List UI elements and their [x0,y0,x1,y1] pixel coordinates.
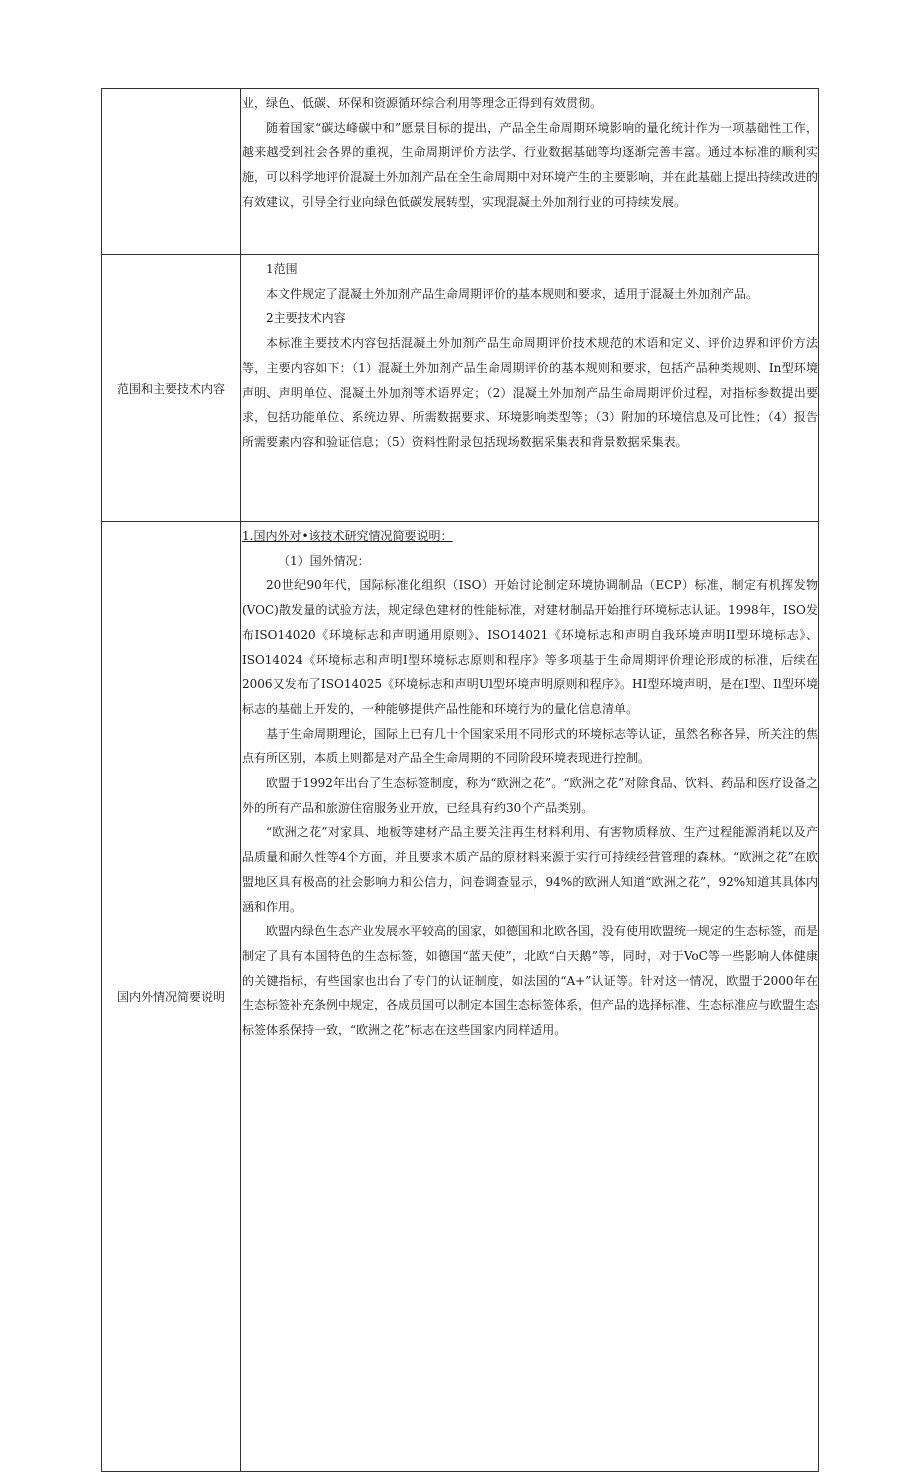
paragraph: 本文件规定了混凝土外加剂产品生命周期评价的基本规则和要求，适用于混凝土外加剂产品。 [266,286,759,301]
paragraph: 随着国家“碳达峰碳中和”愿景目标的提出，产品全生命周期环境影响的量化统计作为一项基础性工作，越来越受到社会各界的重视，生命周期评价方法学、行业数据基础等均逐渐完善丰富。通过本标准的顺利实施，可以科学地评价混凝土外加剂产品在全生命周期中对环境产生的主要影响，并在此基础上提出持续改进的有效建议，引导全行业向绿色低碳发展转型，实现混凝土外加剂行业的可持续发展。 [242,120,819,209]
row-content [241,255,819,522]
row-label [102,89,241,255]
paragraph: “欧洲之花”对家具、地板等建材产品主要关注再生材料利用、有害物质释放、生产过程能源消耗以及产品质量和耐久性等4个方面，并且要求木质产品的原材料来源于实行可持续经营管理的森林。“欧洲之花”在欧盟地区具有极高的社会影响力和公信力，问卷调查显示，94%的欧洲人知道“欧洲之花”，92%知道其具体内涵和作用。 [242,825,818,914]
form-table [101,88,819,1472]
paragraph: 基于生命周期理论，国际上已有几十个国家采用不同形式的环境标志等认证，虽然名称各异，所关注的焦点有所区别，本质上则都是对产品全生命周期的不同阶段环境表现进行控制。 [242,726,819,766]
section-heading: 1.国内外对•该技术研究情况简要说明： [242,529,453,543]
paragraph: 本标准主要技术内容包括混凝土外加剂产品生命周期评价技术规范的术语和定义、评价边界和评价方法等，主要内容如下：（1）混凝土外加剂产品生命周期评价的基本规则和要求，包括产品种类规则、In型环境声明、声明单位、混凝土外加剂等术语界定；（2）混凝土外加剂产品生命周期评价过程，对指标参数提出要求，包括功能单位、系统边界、所需数据要求、环境影响类型等；（3）附加的环境信息及可比性；（4）报告所需要素内容和验证信息；（5）资料性附录包括现场数据采集表和背景数据采集表。 [242,336,818,449]
row-content [241,89,819,255]
paragraph: 业，绿色、低碳、环保和资源循环综合利用等理念正得到有效贯彻。 [242,96,603,110]
paragraph: 20世纪90年代，国际标准化组织（ISO）开始讨论制定环境协调制品（ECP）标准，制定有机挥发物(VOC)散发量的试验方法，规定绿色建材的性能标准，对建材制品开始推行环境标志认证。1998年，ISO发布ISO14020《环境标志和声明通用原则》、ISO14021《环境标志和声明自我环境声明II型环境标志》、ISO14024《环境标志和声明I型环境标志原则和程序》等多项基于生命周期评价理论形成的标准，后续在2006又发布了ISO14025《环境标志和声明Ul型环境声明原则和程序》。HI型环境声明，是在I型、Il型环境标志的基础上开发的，一种能够提供产品性能和环境行为的量化信息清单。 [242,578,818,716]
row-content [241,522,819,1472]
paragraph: 欧盟于1992年出台了生态标签制度，称为“欧洲之花”。“欧洲之花”对除食品、饮料、药品和医疗设备之外的所有产品和旅游住宿服务业开放，已经具有约30个产品类别。 [242,776,818,815]
subsection-heading: （1）国外情况： [278,553,370,568]
table-row-overview [102,522,819,1472]
section-heading: 2主要技术内容 [266,311,346,326]
table-row-intro [102,89,819,255]
table-row-scope [102,255,819,522]
row-label-scope: 范围和主要技术内容 [102,255,241,522]
paragraph: 欧盟内绿色生态产业发展水平较高的国家，如德国和北欧各国，没有使用欧盟统一规定的生态标签，而是制定了具有本国特色的生态标签，如德国“蓝天使”，北欧“白天鹅”等，同时，对于VoC等一些影响人体健康的关键指标，有些国家也出台了专门的认证制度，如法国的“A+”认证等。针对这一情况，欧盟于2000年在生态标签补充条例中规定，各成员国可以制定本国生态标签体系，但产品的选择标准、生态标准应与欧盟生态标签体系保持一致，“欧洲之花”标志在这些国家内同样适用。 [242,924,819,1038]
row-label-overview: 国内外情况简要说明 [102,522,241,1472]
section-heading: 1范围 [266,262,298,276]
